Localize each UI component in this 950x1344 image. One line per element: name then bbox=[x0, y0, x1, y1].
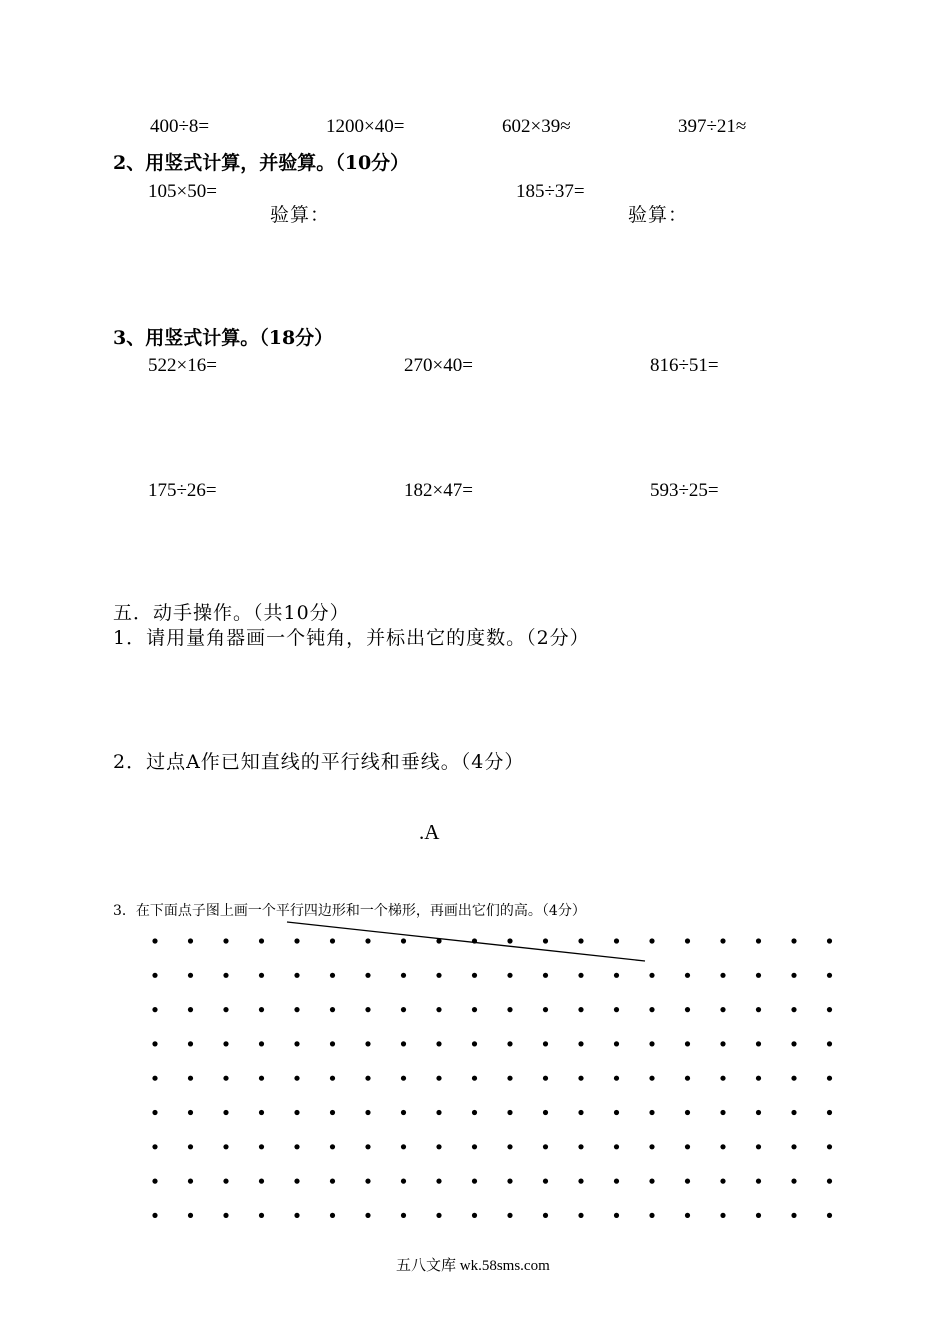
grid-dot bbox=[507, 1110, 512, 1115]
grid-dot bbox=[827, 1179, 832, 1184]
grid-dot bbox=[223, 973, 228, 978]
grid-dot bbox=[827, 973, 832, 978]
grid-dot bbox=[614, 1041, 619, 1046]
grid-dot bbox=[827, 1213, 832, 1218]
grid-dot bbox=[294, 1076, 299, 1081]
calc-3-6: 593÷25= bbox=[650, 480, 719, 501]
grid-dot bbox=[223, 1007, 228, 1012]
grid-dot bbox=[756, 973, 761, 978]
grid-dot bbox=[152, 1041, 157, 1046]
grid-dot bbox=[401, 1110, 406, 1115]
grid-dot bbox=[614, 1007, 619, 1012]
grid-dot bbox=[472, 1179, 477, 1184]
grid-dot bbox=[649, 1007, 654, 1012]
grid-dot bbox=[720, 1041, 725, 1046]
grid-dot bbox=[259, 1179, 264, 1184]
grid-dot bbox=[223, 1110, 228, 1115]
grid-dot bbox=[436, 973, 441, 978]
grid-dot bbox=[294, 1179, 299, 1184]
grid-dot bbox=[720, 938, 725, 943]
grid-dot bbox=[649, 1041, 654, 1046]
oral-calc-4: 397÷21≈ bbox=[678, 116, 747, 137]
grid-dot bbox=[756, 1179, 761, 1184]
grid-dot bbox=[649, 1076, 654, 1081]
grid-dot bbox=[827, 1144, 832, 1149]
grid-dot bbox=[827, 1041, 832, 1046]
grid-dot bbox=[720, 1144, 725, 1149]
grid-dot bbox=[507, 1041, 512, 1046]
grid-dot bbox=[543, 1179, 548, 1184]
grid-dot bbox=[259, 973, 264, 978]
grid-dot bbox=[152, 1213, 157, 1218]
grid-dot bbox=[472, 1144, 477, 1149]
grid-dot bbox=[436, 1076, 441, 1081]
vertical-calc-1: 105×50= bbox=[148, 181, 217, 202]
grid-dot bbox=[543, 1041, 548, 1046]
grid-dot bbox=[685, 1041, 690, 1046]
grid-dot bbox=[152, 1110, 157, 1115]
grid-dot bbox=[472, 938, 477, 943]
grid-dot bbox=[365, 938, 370, 943]
grid-dot bbox=[791, 1213, 796, 1218]
grid-dot bbox=[720, 1007, 725, 1012]
grid-dot bbox=[365, 1179, 370, 1184]
grid-dot bbox=[436, 1179, 441, 1184]
calc-3-1: 522×16= bbox=[148, 355, 217, 376]
grid-dot bbox=[791, 1007, 796, 1012]
grid-dot bbox=[436, 1007, 441, 1012]
grid-dot bbox=[259, 1076, 264, 1081]
grid-dot bbox=[330, 1179, 335, 1184]
grid-dot bbox=[330, 938, 335, 943]
grid-dot bbox=[330, 973, 335, 978]
grid-dot bbox=[507, 938, 512, 943]
calc-3-3: 816÷51= bbox=[650, 355, 719, 376]
grid-dot bbox=[614, 1144, 619, 1149]
section-2-heading: 2、用竖式计算，并验算。（10分） bbox=[113, 152, 410, 174]
grid-dot bbox=[543, 1007, 548, 1012]
calc-3-4: 175÷26= bbox=[148, 480, 217, 501]
grid-dot bbox=[330, 1110, 335, 1115]
grid-dot bbox=[259, 938, 264, 943]
grid-dot bbox=[614, 973, 619, 978]
grid-dot bbox=[543, 1110, 548, 1115]
grid-dot bbox=[791, 1041, 796, 1046]
grid-dot bbox=[223, 1041, 228, 1046]
grid-dot bbox=[330, 1041, 335, 1046]
grid-dot bbox=[436, 938, 441, 943]
grid-dot bbox=[827, 938, 832, 943]
grid-dot bbox=[685, 1213, 690, 1218]
grid-dot bbox=[756, 938, 761, 943]
grid-dot bbox=[685, 1144, 690, 1149]
grid-dot bbox=[543, 938, 548, 943]
question-1: 1．请用量角器画一个钝角，并标出它的度数。（2分） bbox=[113, 627, 590, 649]
grid-dot bbox=[578, 938, 583, 943]
grid-dot bbox=[472, 973, 477, 978]
grid-dot bbox=[791, 973, 796, 978]
calc-3-2: 270×40= bbox=[404, 355, 473, 376]
grid-dot bbox=[472, 1110, 477, 1115]
grid-dot bbox=[827, 1076, 832, 1081]
vertical-calc-2: 185÷37= bbox=[516, 181, 585, 202]
section-5-heading: 五．动手操作。（共10分） bbox=[113, 602, 350, 624]
grid-dot bbox=[188, 1041, 193, 1046]
grid-dot bbox=[401, 973, 406, 978]
grid-dot bbox=[365, 1007, 370, 1012]
grid-dot bbox=[472, 1007, 477, 1012]
grid-dot bbox=[152, 1076, 157, 1081]
grid-dot bbox=[436, 1213, 441, 1218]
grid-dot bbox=[401, 1213, 406, 1218]
grid-dot bbox=[543, 1213, 548, 1218]
grid-dot bbox=[259, 1007, 264, 1012]
grid-dot bbox=[223, 1213, 228, 1218]
grid-dot bbox=[827, 1110, 832, 1115]
grid-dot bbox=[401, 1041, 406, 1046]
grid-dot bbox=[188, 938, 193, 943]
grid-dot bbox=[223, 1179, 228, 1184]
grid-dot bbox=[543, 973, 548, 978]
grid-dot bbox=[578, 1110, 583, 1115]
grid-dot bbox=[188, 1213, 193, 1218]
grid-dot bbox=[188, 1179, 193, 1184]
grid-dot bbox=[436, 1041, 441, 1046]
grid-dot bbox=[401, 1007, 406, 1012]
grid-dot bbox=[649, 1213, 654, 1218]
grid-dot bbox=[720, 973, 725, 978]
grid-dot bbox=[649, 1144, 654, 1149]
grid-dot bbox=[188, 1144, 193, 1149]
grid-dot bbox=[507, 1144, 512, 1149]
grid-dot bbox=[507, 973, 512, 978]
grid-dot bbox=[756, 1007, 761, 1012]
grid-dot bbox=[578, 1041, 583, 1046]
grid-dot bbox=[649, 973, 654, 978]
grid-dot bbox=[365, 1213, 370, 1218]
question-3: 3．在下面点子图上画一个平行四边形和一个梯形，再画出它们的高。（4分） bbox=[113, 903, 586, 919]
grid-dot bbox=[543, 1144, 548, 1149]
grid-dot bbox=[756, 1076, 761, 1081]
question-2: 2．过点A作已知直线的平行线和垂线。（4分） bbox=[113, 751, 525, 773]
grid-dot bbox=[436, 1110, 441, 1115]
grid-dot bbox=[685, 1110, 690, 1115]
grid-dot bbox=[720, 1110, 725, 1115]
grid-dot bbox=[472, 1041, 477, 1046]
grid-dot bbox=[685, 973, 690, 978]
grid-dot bbox=[649, 1110, 654, 1115]
footer-watermark: 五八文库 wk.58sms.com bbox=[396, 1258, 550, 1274]
grid-dot bbox=[614, 1110, 619, 1115]
grid-dot bbox=[330, 1007, 335, 1012]
grid-dot bbox=[330, 1144, 335, 1149]
grid-dot bbox=[436, 1144, 441, 1149]
grid-dot bbox=[294, 1041, 299, 1046]
grid-dot bbox=[720, 1213, 725, 1218]
grid-dot bbox=[188, 1007, 193, 1012]
grid-dot bbox=[294, 973, 299, 978]
grid-dot bbox=[294, 1213, 299, 1218]
grid-dot bbox=[685, 1007, 690, 1012]
grid-dot bbox=[294, 938, 299, 943]
grid-dot bbox=[188, 1076, 193, 1081]
grid-dot bbox=[223, 1144, 228, 1149]
grid-dot bbox=[294, 1144, 299, 1149]
grid-dot bbox=[507, 1076, 512, 1081]
grid-dot bbox=[614, 1179, 619, 1184]
grid-dot bbox=[294, 1110, 299, 1115]
grid-dot bbox=[791, 1110, 796, 1115]
grid-dot bbox=[756, 1213, 761, 1218]
grid-dot bbox=[365, 1144, 370, 1149]
grid-dot bbox=[791, 1076, 796, 1081]
grid-dot bbox=[294, 1007, 299, 1012]
grid-dot bbox=[578, 1213, 583, 1218]
grid-dot bbox=[152, 973, 157, 978]
grid-dot bbox=[365, 1110, 370, 1115]
grid-dot bbox=[685, 1179, 690, 1184]
grid-dot bbox=[685, 1076, 690, 1081]
grid-dot bbox=[401, 1076, 406, 1081]
check-label-1: 验算： bbox=[270, 204, 331, 226]
grid-dot bbox=[507, 1179, 512, 1184]
point-a-label: .A bbox=[419, 820, 440, 844]
grid-dot bbox=[259, 1110, 264, 1115]
grid-dot bbox=[507, 1213, 512, 1218]
grid-dot bbox=[791, 1144, 796, 1149]
grid-dot bbox=[578, 1179, 583, 1184]
grid-dot bbox=[791, 1179, 796, 1184]
section-3-heading: 3、用竖式计算。（18分） bbox=[113, 327, 334, 349]
grid-dot bbox=[756, 1144, 761, 1149]
grid-dot bbox=[578, 973, 583, 978]
calc-3-5: 182×47= bbox=[404, 480, 473, 501]
grid-dot bbox=[152, 1179, 157, 1184]
oral-calc-1: 400÷8= bbox=[150, 116, 210, 137]
grid-dot bbox=[507, 1007, 512, 1012]
grid-dot bbox=[720, 1076, 725, 1081]
grid-dot bbox=[827, 1007, 832, 1012]
grid-dot bbox=[472, 1076, 477, 1081]
grid-dot bbox=[188, 973, 193, 978]
grid-dot bbox=[152, 1144, 157, 1149]
grid-dot bbox=[791, 938, 796, 943]
grid-dot bbox=[401, 938, 406, 943]
grid-dot bbox=[578, 1007, 583, 1012]
grid-dot bbox=[365, 973, 370, 978]
grid-dot bbox=[649, 1179, 654, 1184]
grid-dot bbox=[188, 1110, 193, 1115]
grid-dot bbox=[614, 1076, 619, 1081]
grid-dot bbox=[685, 938, 690, 943]
given-line bbox=[287, 922, 645, 961]
grid-dot bbox=[720, 1179, 725, 1184]
check-label-2: 验算： bbox=[628, 204, 689, 226]
grid-dot bbox=[259, 1144, 264, 1149]
oral-calc-2: 1200×40= bbox=[326, 116, 405, 137]
grid-dot bbox=[152, 1007, 157, 1012]
grid-dot bbox=[223, 938, 228, 943]
grid-dot bbox=[330, 1076, 335, 1081]
grid-dot bbox=[578, 1144, 583, 1149]
grid-dot bbox=[614, 938, 619, 943]
grid-dot bbox=[223, 1076, 228, 1081]
oral-calc-3: 602×39≈ bbox=[502, 116, 571, 137]
grid-dot bbox=[259, 1213, 264, 1218]
grid-dot bbox=[259, 1041, 264, 1046]
grid-dot bbox=[756, 1110, 761, 1115]
grid-dot bbox=[756, 1041, 761, 1046]
grid-dot bbox=[578, 1076, 583, 1081]
grid-dot bbox=[401, 1144, 406, 1149]
grid-dot bbox=[543, 1076, 548, 1081]
grid-dot bbox=[365, 1076, 370, 1081]
grid-dot bbox=[401, 1179, 406, 1184]
grid-dot bbox=[649, 938, 654, 943]
grid-dot bbox=[152, 938, 157, 943]
grid-dot bbox=[614, 1213, 619, 1218]
grid-dot bbox=[365, 1041, 370, 1046]
grid-dot bbox=[330, 1213, 335, 1218]
grid-dot bbox=[472, 1213, 477, 1218]
